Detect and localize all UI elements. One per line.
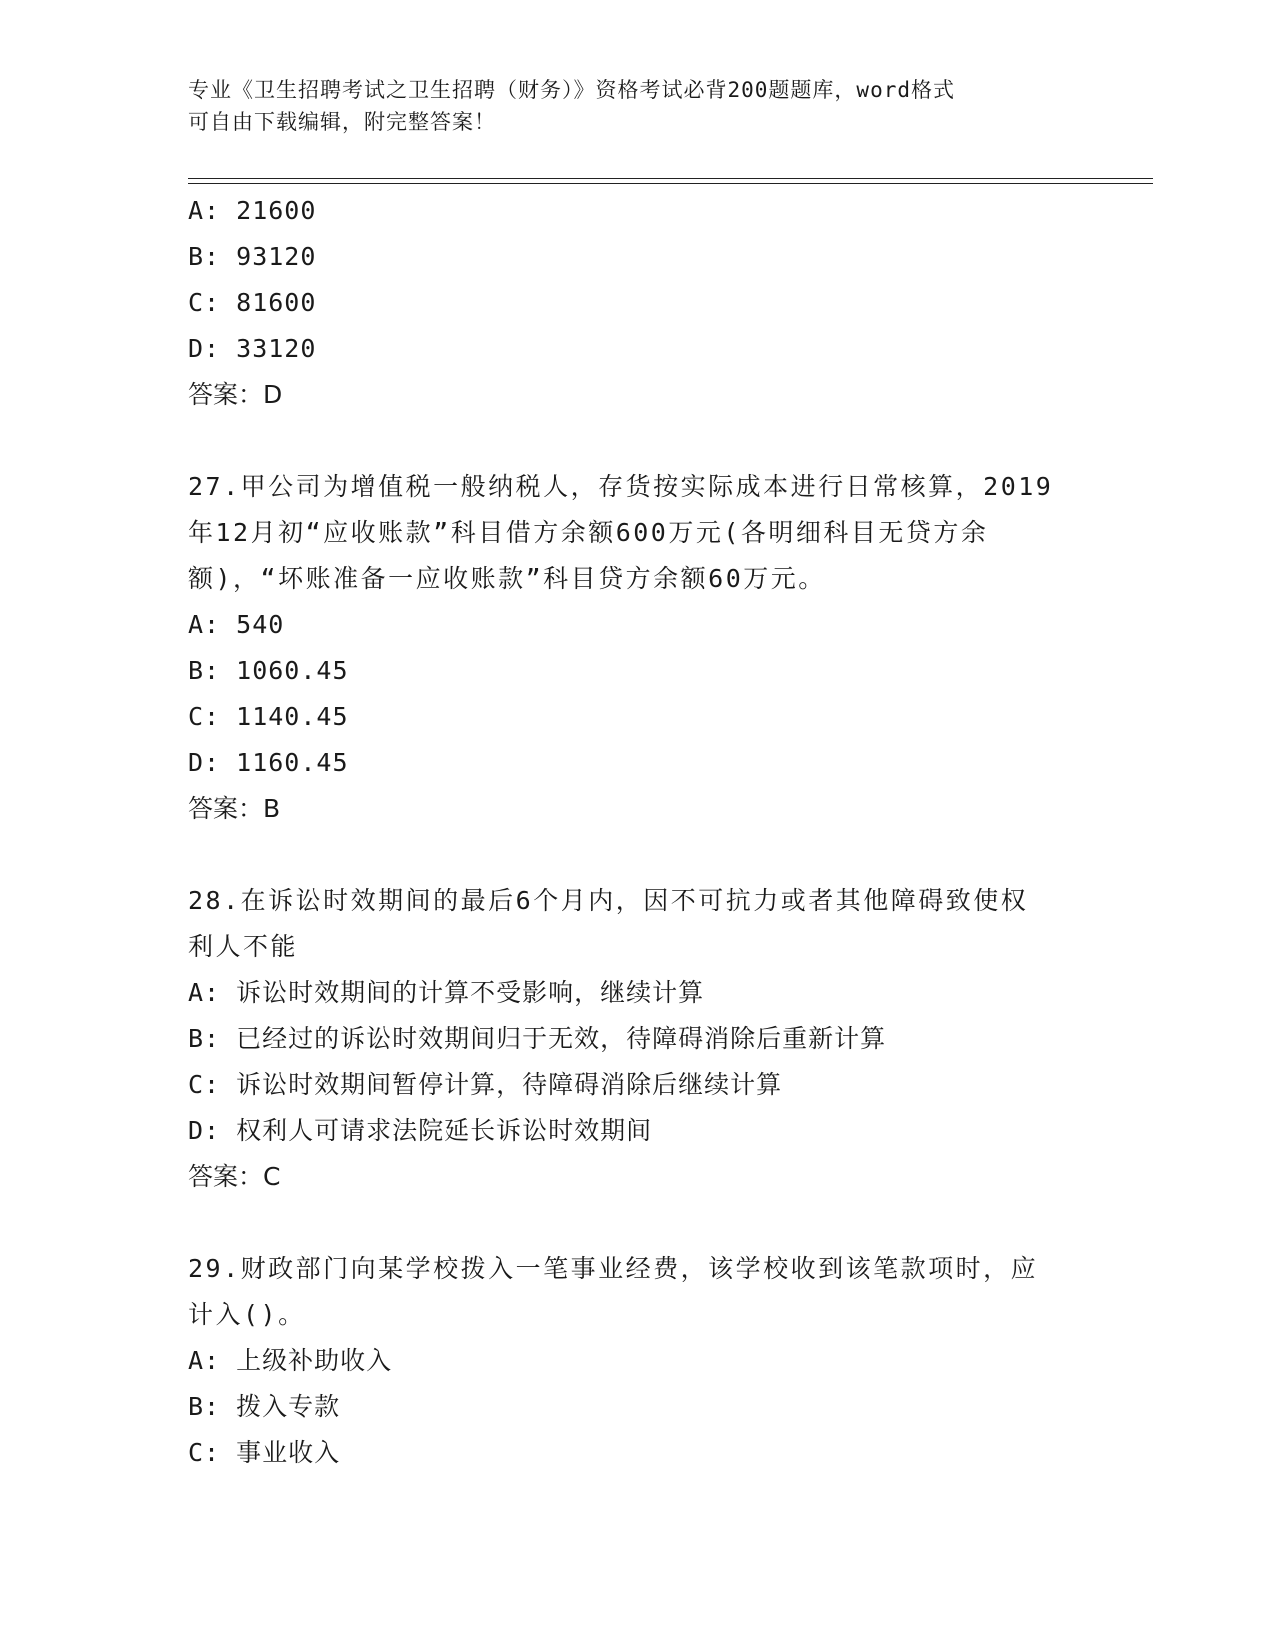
- spacer: [188, 418, 1068, 464]
- question-28: [188, 878, 1068, 1200]
- question-text: [188, 464, 1068, 602]
- option-c: C: 诉讼时效期间暂停计算，待障碍消除后继续计算: [188, 1070, 783, 1099]
- question-line: 利人不能: [188, 932, 299, 961]
- answer-line: 答案：D: [188, 380, 283, 409]
- option-b: B: 已经过的诉讼时效期间归于无效，待障碍消除后重新计算: [188, 1024, 887, 1053]
- option-c: C: 81600: [188, 288, 317, 317]
- question-line: 额)，“坏账准备一应收账款”科目贷方余额60万元。: [188, 564, 826, 593]
- option-a: A: 上级补助收入: [188, 1346, 393, 1375]
- question-block-previous: [188, 188, 1068, 418]
- question-line: 27.甲公司为增值税一般纳税人，存货按实际成本进行日常核算，2019: [188, 472, 1054, 501]
- option-d: D: 1160.45: [188, 748, 349, 777]
- question-text: [188, 1246, 1068, 1338]
- header-divider-bottom: [188, 183, 1153, 184]
- header-line-2: 可自由下载编辑，附完整答案！: [188, 110, 496, 134]
- question-list: [188, 188, 1068, 1476]
- option-b: B: 拨入专款: [188, 1392, 341, 1421]
- question-text: [188, 878, 1068, 970]
- question-line: 29.财政部门向某学校拨入一笔事业经费，该学校收到该笔款项时，应: [188, 1254, 1039, 1283]
- spacer: [188, 1200, 1068, 1246]
- option-a: A: 21600: [188, 196, 317, 225]
- header-line-1: 专业《卫生招聘考试之卫生招聘（财务）》资格考试必背200题题库，word格式: [188, 78, 955, 102]
- spacer: [188, 832, 1068, 878]
- option-a: A: 诉讼时效期间的计算不受影响，继续计算: [188, 978, 705, 1007]
- answer-line: 答案：B: [188, 794, 281, 823]
- option-d: D: 33120: [188, 334, 317, 363]
- option-c: C: 1140.45: [188, 702, 349, 731]
- option-d: D: 权利人可请求法院延长诉讼时效期间: [188, 1116, 653, 1145]
- option-b: B: 93120: [188, 242, 317, 271]
- option-c: C: 事业收入: [188, 1438, 341, 1467]
- question-29: [188, 1246, 1068, 1476]
- answer-line: 答案：C: [188, 1162, 281, 1191]
- question-27: [188, 464, 1068, 832]
- question-line: 年12月初“应收账款”科目借方余额600万元(各明细科目无贷方余: [188, 518, 989, 547]
- option-a: A: 540: [188, 610, 285, 639]
- question-line: 28.在诉讼时效期间的最后6个月内，因不可抗力或者其他障碍致使权: [188, 886, 1029, 915]
- header-divider-top: [188, 178, 1153, 179]
- question-line: 计入()。: [188, 1300, 306, 1329]
- option-b: B: 1060.45: [188, 656, 349, 685]
- document-header: [188, 74, 1068, 138]
